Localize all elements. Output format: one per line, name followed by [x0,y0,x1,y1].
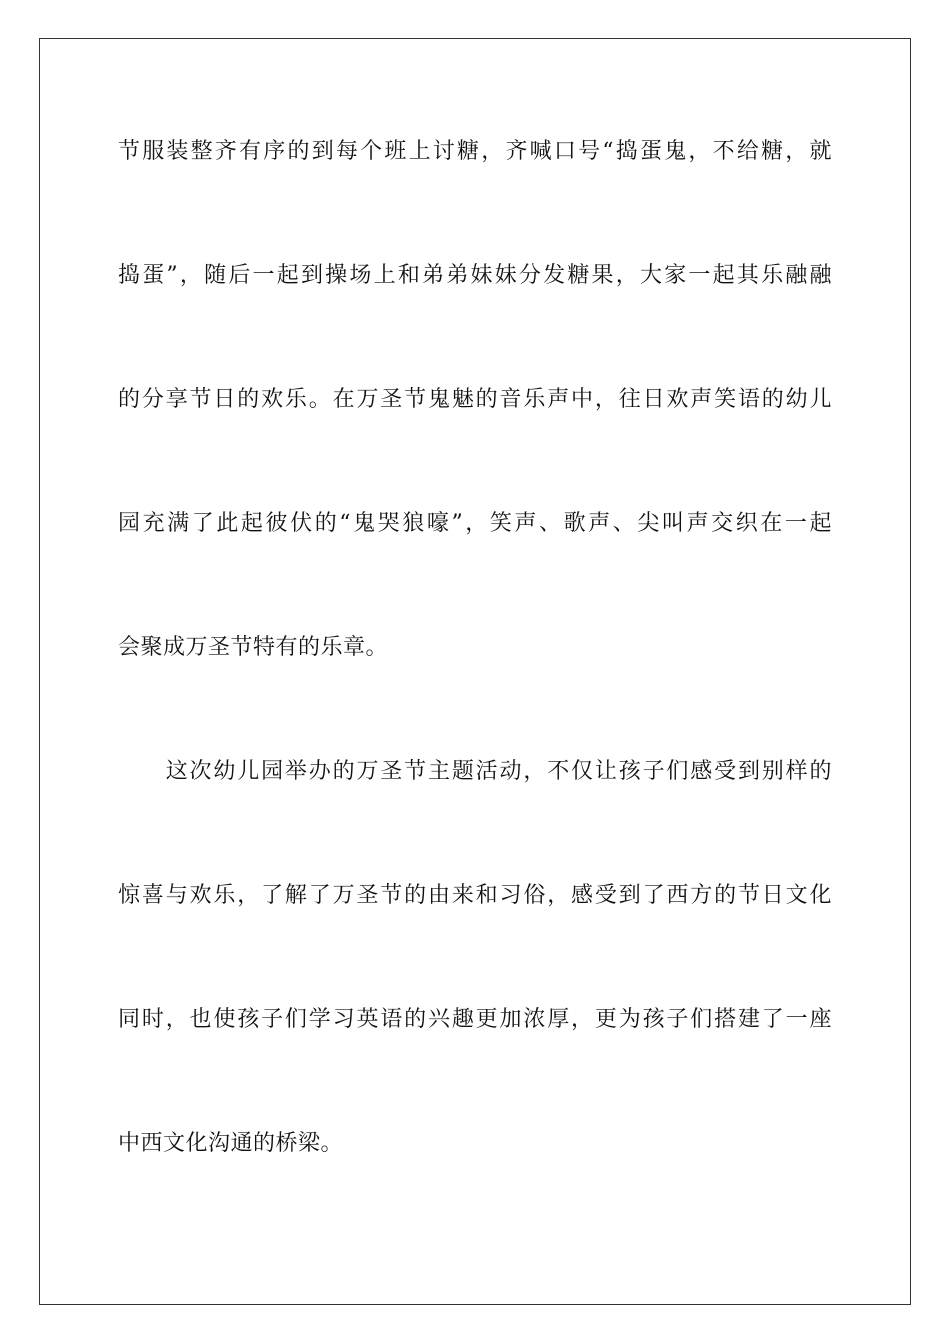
text-line: 园充满了此起彼伏的“鬼哭狼嚎”，笑声、歌声、尖叫声交织在一起 [118,511,832,536]
text-line: 会聚成万圣节特有的乐章。 [118,635,389,660]
text-line: 中西文化沟通的桥梁。 [118,1131,344,1156]
text-line: 捣蛋”，随后一起到操场上和弟弟妹妹分发糖果，大家一起其乐融融 [118,263,832,288]
page-border [39,38,911,1305]
text-line: 同时，也使孩子们学习英语的兴趣更加浓厚，更为孩子们搭建了一座 [118,1007,832,1032]
paragraph-start-line: 这次幼儿园举办的万圣节主题活动，不仅让孩子们感受到别样的 [118,759,832,784]
text-line: 的分享节日的欢乐。在万圣节鬼魅的音乐声中，往日欢声笑语的幼儿 [118,387,832,412]
text-line: 节服装整齐有序的到每个班上讨糖，齐喊口号“捣蛋鬼，不给糖，就 [118,139,832,164]
text-line: 惊喜与欢乐，了解了万圣节的由来和习俗，感受到了西方的节日文化 [118,883,832,908]
